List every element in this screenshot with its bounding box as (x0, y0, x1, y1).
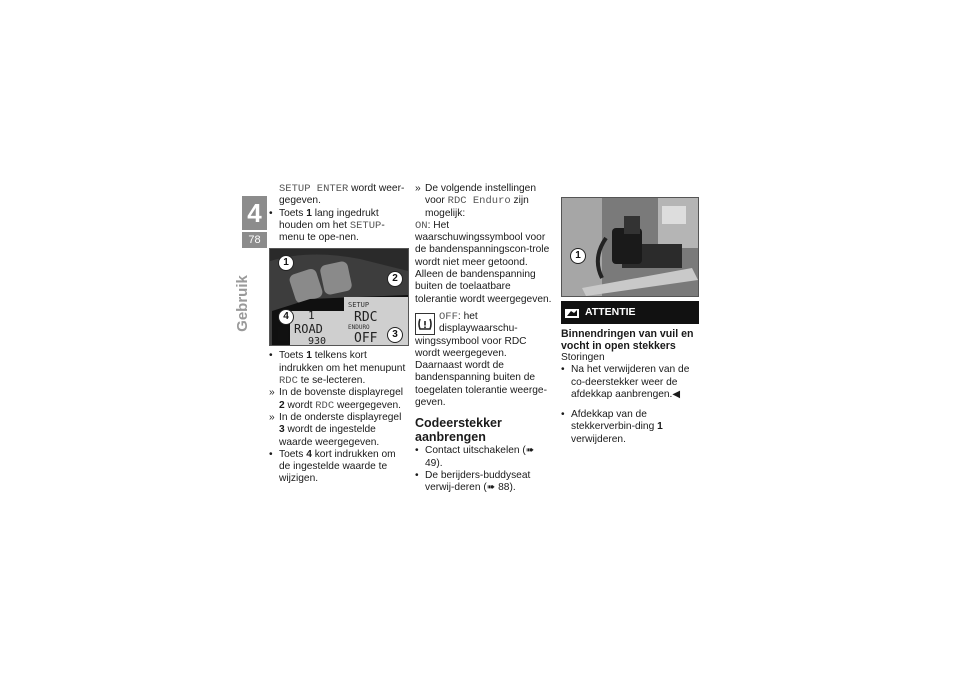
ref-number: 1 (657, 421, 663, 433)
code-rdc: RDC (279, 375, 298, 388)
list-item (269, 350, 407, 387)
column-3 (561, 197, 699, 446)
text: -menu te ope-nen. (279, 219, 385, 244)
section-heading: Codeerstekker aanbrengen (415, 416, 502, 445)
bullet: • (415, 445, 419, 457)
paragraph-intro (269, 183, 407, 208)
callout-1: 1 (278, 255, 294, 271)
paragraph-on (415, 220, 553, 306)
paragraph-off (415, 311, 553, 409)
text: ). (436, 457, 443, 469)
bullet: • (561, 409, 565, 421)
display-rdc: RDC (354, 310, 378, 326)
text: In de bovenste displayregel (279, 387, 404, 399)
text: weergegeven. (334, 399, 401, 411)
result-marker: » (269, 411, 275, 423)
display-odo: 930 (308, 336, 327, 346)
text: wordt de ingestelde waarde weergegeven. (279, 424, 380, 448)
code-rdc: RDC (315, 399, 335, 412)
warning-consequence: Storingen (561, 352, 605, 363)
text: Toets (279, 207, 307, 219)
bullet: • (561, 364, 565, 376)
text: : het displaywaarschu-wingssymbool voor RDC wordt weergegeven. Daarnaast wordt de bandenspanning buiten de toegelaten tolerantie weerge-geven. (415, 310, 547, 409)
result-marker: » (415, 183, 421, 194)
text: Na het verwijderen van de co-deerstekker weer de afdekkap aanbrengen. (571, 364, 690, 400)
display-off: OFF (354, 331, 378, 346)
code-rdc-enduro: RDC Enduro (447, 195, 511, 208)
callout-3: 3 (387, 327, 403, 343)
display-gear: 1 (308, 309, 315, 323)
text: kort indrukken om de ingestelde waarde te wijzigen. (279, 448, 396, 485)
text: wordt (284, 399, 316, 411)
column-1 (269, 183, 407, 486)
code-off: OFF (439, 310, 458, 323)
list-item (561, 364, 699, 401)
display-enduro: ENDURO (348, 324, 370, 332)
bullet: • (269, 448, 273, 460)
text: In de onderste displayregel (279, 411, 402, 423)
text: lang ingedrukt houden om het (279, 207, 379, 231)
page-ref[interactable]: 88 (498, 482, 510, 494)
attention-banner (561, 301, 699, 324)
list-item (415, 445, 553, 470)
text: Contact uitschakelen ( (425, 445, 526, 457)
hand-warning-icon (565, 307, 579, 319)
page-ref-arrow-icon: ➠ (486, 482, 496, 494)
display-road: ROAD (294, 322, 323, 337)
page-ref[interactable]: 49 (425, 457, 437, 469)
list-item (561, 409, 699, 446)
list-item (269, 412, 407, 449)
list-item (415, 183, 553, 220)
warning-title: Binnendringen van vuil en vocht in open stekkers (561, 328, 694, 352)
ref-number: 2 (279, 399, 285, 411)
end-mark-icon: ◀ (672, 388, 681, 400)
section-label-text: Gebruik (233, 275, 251, 332)
ref-number: 4 (306, 448, 312, 460)
bullet: • (415, 469, 419, 481)
text: De berijders-buddyseat verwij-deren ( (425, 469, 531, 494)
ref-number: 1 (306, 350, 312, 362)
list-item (269, 208, 407, 245)
tire-pressure-warning-icon (415, 313, 435, 335)
text: Toets (279, 448, 307, 460)
connector-illustration (562, 198, 698, 296)
text: Afdekkap van de stekkerverbin-ding (571, 409, 658, 433)
text: verwijderen. (571, 433, 626, 445)
code-setup-enter: SETUP ENTER (279, 183, 349, 195)
text: ). (509, 482, 516, 494)
callout-4: 4 (278, 309, 294, 325)
chapter-number: 4 (242, 196, 267, 230)
callout-1: 1 (570, 248, 586, 264)
ref-number: 1 (306, 207, 312, 219)
figure-connector (561, 197, 699, 297)
list-item (269, 387, 407, 412)
text: zijn mogelijk: (425, 195, 529, 219)
column-2 (415, 183, 553, 495)
bullet: • (269, 350, 273, 362)
text: Toets (279, 350, 307, 362)
chapter-marker (242, 196, 267, 248)
section-label (233, 270, 256, 340)
result-marker: » (269, 387, 275, 399)
callout-2: 2 (387, 271, 403, 287)
text: De volgende instellingen voor (425, 183, 537, 207)
bullet: • (269, 207, 273, 219)
display-setup: SETUP (348, 301, 370, 310)
code-on: ON (415, 219, 428, 232)
text: : Het waarschuwingssymbool voor de bandenspanningscon-trole wordt niet meer getoond. Alleen de bandenspanning buiten de toelaatbare tolerantie wordt weergegeven. (415, 219, 552, 305)
list-item (415, 470, 553, 495)
ref-number: 3 (279, 424, 285, 436)
text: te se-lecteren. (297, 375, 366, 387)
code-setup: SETUP (349, 219, 382, 232)
text: wordt weer-gegeven. (279, 183, 405, 207)
text: telkens kort indrukken om het menupunt (279, 350, 406, 374)
page-number: 78 (242, 232, 267, 248)
list-item (269, 449, 407, 486)
attention-label: ATTENTIE (585, 306, 636, 319)
figure-handlebar-display (269, 248, 409, 346)
page-ref-arrow-icon: ➠ (525, 445, 535, 457)
